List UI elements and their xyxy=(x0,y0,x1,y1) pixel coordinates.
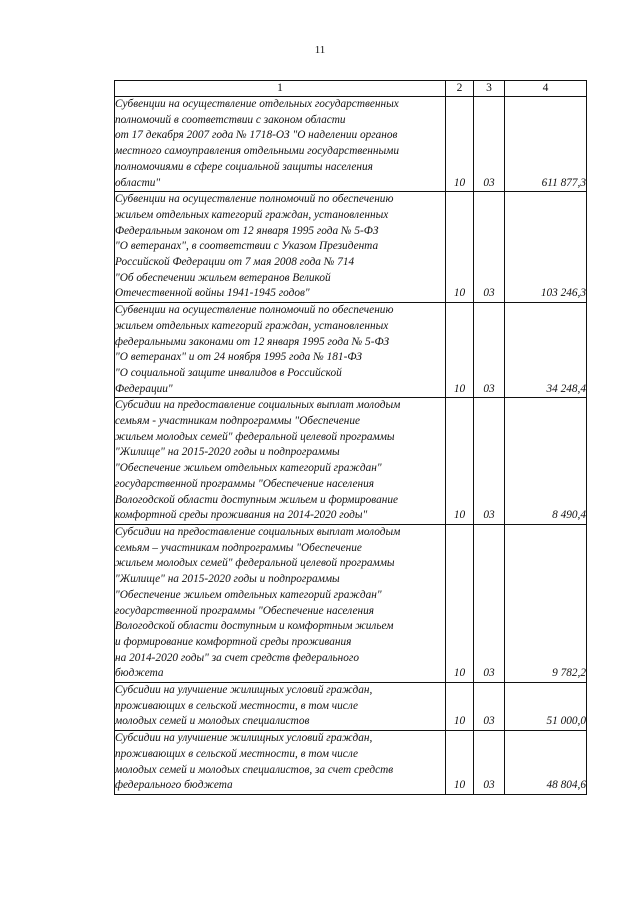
section-code: 10 xyxy=(446,731,474,795)
description-line: "Об обеспечении жильем ветеранов Великой xyxy=(115,271,331,284)
table-row xyxy=(115,97,587,192)
row-amount: 34 248,4 xyxy=(505,303,587,398)
row-amount: 48 804,6 xyxy=(505,731,587,795)
description-line: федеральными законами от 12 января 1995 года № 5-ФЗ xyxy=(115,335,390,348)
column-header-subsection: 3 xyxy=(474,81,505,97)
description-line: от 17 декабря 2007 года № 1718-ОЗ "О наделении органов xyxy=(115,129,398,142)
description-line: Вологодской области доступным и комфортным жильем xyxy=(115,620,394,633)
subsection-code: 03 xyxy=(474,303,505,398)
description-line: "Обеспечение жильем отдельных категорий граждан" xyxy=(115,588,382,601)
description-line: проживающих в сельской местности, в том числе xyxy=(115,747,359,760)
column-header-section: 2 xyxy=(446,81,474,97)
description-line: Федеральным законом от 12 января 1995 года № 5-ФЗ xyxy=(115,224,379,237)
subsection-code: 03 xyxy=(474,398,505,525)
description-line: "Жилище" на 2015-2020 годы и подпрограммы xyxy=(115,446,340,459)
description-line: Субсидии на улучшение жилищных условий граждан, xyxy=(115,732,373,745)
description-line: федерального бюджета xyxy=(115,779,233,792)
description-line: проживающих в сельской местности, в том числе xyxy=(115,699,359,712)
row-amount: 103 246,3 xyxy=(505,192,587,303)
subsection-code: 03 xyxy=(474,192,505,303)
section-code: 10 xyxy=(446,683,474,731)
section-code: 10 xyxy=(446,192,474,303)
row-description xyxy=(115,303,446,398)
table-row xyxy=(115,192,587,303)
subsection-code: 03 xyxy=(474,524,505,682)
description-line: Субвенции на осуществление полномочий по обеспечению xyxy=(115,193,394,206)
description-line: полномочиями в сфере социальной защиты населения xyxy=(115,160,373,173)
description-line: и формирование комфортной среды проживания xyxy=(115,635,352,648)
description-line: Субсидии на предоставление социальных выплат молодым xyxy=(115,525,401,538)
description-line: жильем отдельных категорий граждан, установленных xyxy=(115,208,389,221)
description-line: жильем отдельных категорий граждан, установленных xyxy=(115,319,389,332)
section-code: 10 xyxy=(446,398,474,525)
budget-table xyxy=(114,80,587,795)
description-line: государственной программы "Обеспечение населения xyxy=(115,477,374,490)
description-line: Субвенции на осуществление полномочий по обеспечению xyxy=(115,304,394,317)
subsection-code: 03 xyxy=(474,731,505,795)
description-line: государственной программы "Обеспечение населения xyxy=(115,604,374,617)
row-description xyxy=(115,731,446,795)
description-line: Федерации" xyxy=(115,382,173,395)
row-description xyxy=(115,97,446,192)
row-amount: 9 782,2 xyxy=(505,524,587,682)
page-number: 11 xyxy=(314,44,326,56)
table-row xyxy=(115,683,587,731)
column-header-amount: 4 xyxy=(505,81,587,97)
description-line: Субвенции на осуществление отдельных государственных xyxy=(115,98,399,110)
description-line: Отечественной войны 1941-1945 годов" xyxy=(115,287,310,300)
section-code: 10 xyxy=(446,524,474,682)
section-code: 10 xyxy=(446,97,474,192)
description-line: Субсидии на предоставление социальных выплат молодым xyxy=(115,399,401,412)
description-line: Российской Федерации от 7 мая 2008 года № 714 xyxy=(115,256,355,269)
row-amount: 51 000,0 xyxy=(505,683,587,731)
row-description xyxy=(115,398,446,525)
table-header-row xyxy=(115,81,587,97)
description-line: "Жилище" на 2015-2020 годы и подпрограммы xyxy=(115,573,340,586)
row-description xyxy=(115,192,446,303)
description-line: семьям – участникам подпрограммы "Обеспечение xyxy=(115,541,362,554)
table-row xyxy=(115,303,587,398)
description-line: молодых семей и молодых специалистов xyxy=(115,715,310,728)
description-line: "Обеспечение жильем отдельных категорий граждан" xyxy=(115,462,382,475)
description-line: семьям - участникам подпрограммы "Обеспечение xyxy=(115,415,361,428)
description-line: молодых семей и молодых специалистов, за счет средств xyxy=(115,763,394,776)
description-line: жильем молодых семей" федеральной целевой программы xyxy=(115,430,395,443)
table-row xyxy=(115,731,587,795)
table-row xyxy=(115,524,587,682)
section-code: 10 xyxy=(446,303,474,398)
column-header-name: 1 xyxy=(115,81,446,97)
description-line: "О ветеранах", в соответствии с Указом Президента xyxy=(115,240,379,253)
row-amount: 611 877,3 xyxy=(505,97,587,192)
description-line: бюджета xyxy=(115,667,164,680)
description-line: Субсидии на улучшение жилищных условий граждан, xyxy=(115,684,373,697)
description-line: "О ветеранах" и от 24 ноября 1995 года № 181-ФЗ xyxy=(115,351,363,364)
description-line: полномочий в соответствии с законом области xyxy=(115,113,346,126)
subsection-code: 03 xyxy=(474,97,505,192)
row-description xyxy=(115,683,446,731)
table-row xyxy=(115,398,587,525)
description-line: Вологодской области доступным жильем и формирование xyxy=(115,493,399,506)
row-description xyxy=(115,524,446,682)
description-line: местного самоуправления отдельными государственными xyxy=(115,145,399,158)
description-line: "О социальной защите инвалидов в Российской xyxy=(115,366,342,379)
description-line: области" xyxy=(115,176,161,189)
subsection-code: 03 xyxy=(474,683,505,731)
description-line: комфортной среды проживания на 2014-2020 годы" xyxy=(115,509,368,522)
row-amount: 8 490,4 xyxy=(505,398,587,525)
description-line: жильем молодых семей" федеральной целевой программы xyxy=(115,557,395,570)
description-line: на 2014-2020 годы" за счет средств федерального xyxy=(115,651,359,664)
